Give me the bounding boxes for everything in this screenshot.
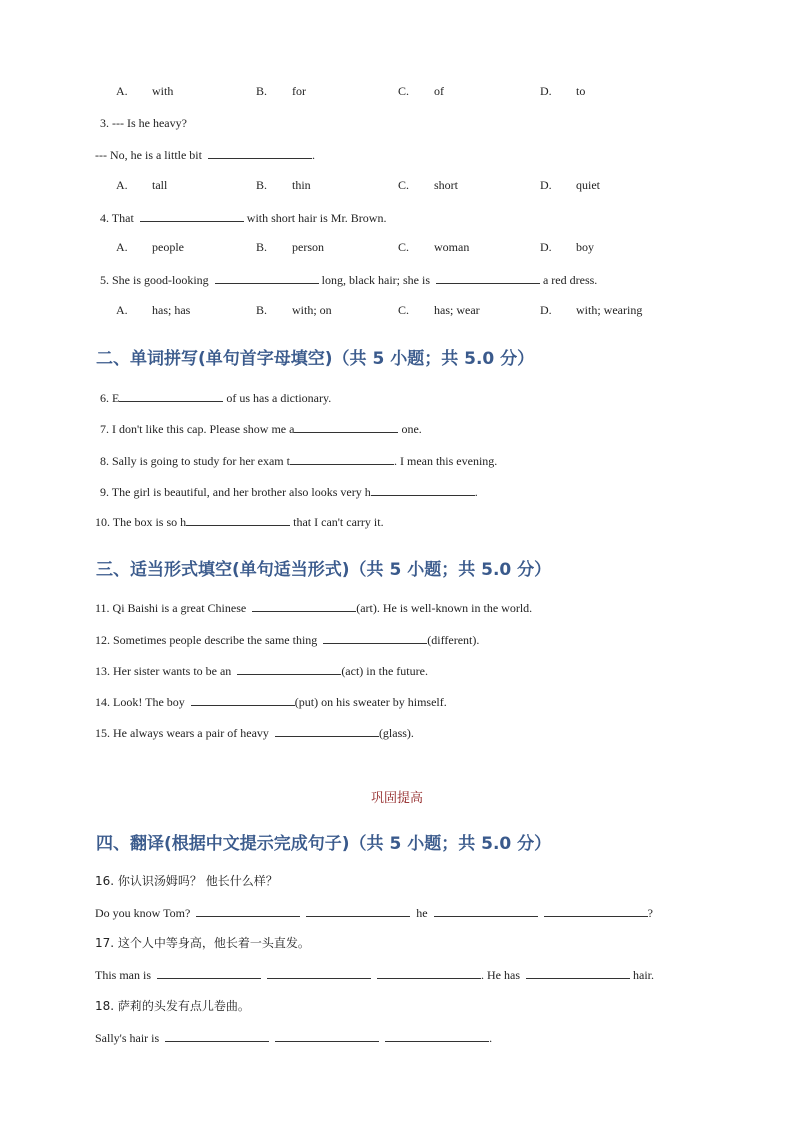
option-text: for	[292, 84, 306, 98]
q8	[100, 452, 497, 469]
option-c	[398, 84, 444, 99]
q10-pre: 10. The box is so h	[95, 515, 187, 529]
option-a	[116, 303, 190, 318]
q17-chinese: 17. 这个人中等身高，他长着一头直发。	[95, 936, 310, 950]
q6-pre: 6. E	[100, 391, 120, 405]
q10	[95, 513, 384, 530]
q18-blank-2[interactable]	[275, 1029, 379, 1042]
q6	[100, 389, 331, 406]
option-b	[256, 240, 324, 255]
q10-post: that I can't carry it.	[293, 515, 384, 529]
q12	[95, 631, 479, 648]
q14-pre: 14. Look! The boy	[95, 695, 185, 709]
q8-post: . I mean this evening.	[393, 454, 498, 468]
q17-blank-4[interactable]	[526, 966, 630, 979]
q9	[100, 483, 478, 500]
q13-blank[interactable]	[237, 662, 341, 675]
option-text: has; wear	[434, 303, 480, 317]
option-d	[540, 240, 594, 255]
q17-pre: This man is	[95, 968, 151, 982]
q17-blank-1[interactable]	[157, 966, 261, 979]
option-b	[256, 84, 306, 99]
q11-blank[interactable]	[252, 599, 356, 612]
option-letter: A.	[116, 240, 128, 254]
option-letter: C.	[398, 84, 410, 98]
option-c	[398, 240, 469, 255]
option-text: with; on	[292, 303, 332, 317]
option-d	[540, 303, 642, 318]
option-text: with	[152, 84, 174, 98]
section-4-heading	[96, 833, 551, 855]
section-title: 二、单词拼写(单句首字母填空)	[96, 349, 333, 369]
q7	[100, 420, 422, 437]
q16-blank-4[interactable]	[544, 904, 648, 917]
option-text: people	[152, 240, 184, 254]
q10-blank[interactable]	[186, 513, 290, 526]
q4-stem	[100, 209, 386, 226]
option-letter: D.	[540, 303, 552, 317]
q3-stem: 3. --- Is he heavy?	[100, 116, 187, 130]
q17-mid: . He has	[481, 968, 520, 982]
q3-answer-pre: --- No, he is a little bit	[95, 148, 202, 162]
q16-blank-3[interactable]	[434, 904, 538, 917]
option-b	[256, 178, 311, 193]
q17-post: hair.	[633, 968, 654, 982]
option-letter: D.	[540, 178, 552, 192]
option-letter: B.	[256, 240, 268, 254]
q18-chinese: 18. 萨莉的头发有点儿卷曲。	[95, 999, 250, 1013]
q5-blank-2[interactable]	[436, 271, 540, 284]
q9-blank[interactable]	[371, 483, 475, 496]
option-text: has; has	[152, 303, 191, 317]
q13-pre: 13. Her sister wants to be an	[95, 664, 232, 678]
section-meta: （共 5 小题；共 5.0 分）	[349, 560, 552, 580]
q13	[95, 662, 428, 679]
option-letter: A.	[116, 84, 128, 98]
q12-blank[interactable]	[323, 631, 427, 644]
option-letter: C.	[398, 178, 410, 192]
q18-blank-1[interactable]	[165, 1029, 269, 1042]
q12-post: (different).	[427, 633, 480, 647]
q8-pre: 8. Sally is going to study for her exam t	[100, 454, 290, 468]
q18-pre: Sally's hair is	[95, 1031, 160, 1045]
q3-answer-post: .	[311, 148, 315, 162]
q5-mid: long, black hair; she is	[321, 273, 430, 287]
q16-chinese: 16. 你认识汤姆吗？ 他长什么样？	[95, 874, 278, 888]
option-text: person	[292, 240, 324, 254]
q8-blank[interactable]	[290, 452, 394, 465]
option-c	[398, 178, 458, 193]
option-text: quiet	[576, 178, 600, 192]
section-title: 三、适当形式填空(单句适当形式)	[96, 560, 350, 580]
option-text: boy	[576, 240, 594, 254]
q11-pre: 11. Qi Baishi is a great Chinese	[95, 601, 247, 615]
option-letter: B.	[256, 178, 268, 192]
q7-pre: 7. I don't like this cap. Please show me a	[100, 422, 295, 436]
section-meta: （共 5 小题；共 5.0 分）	[349, 834, 552, 854]
q11-post: (art). He is well-known in the world.	[356, 601, 533, 615]
q9-post: .	[474, 485, 478, 499]
q5-pre: 5. She is good-looking	[100, 273, 209, 287]
option-c	[398, 303, 480, 318]
section-2-heading	[96, 348, 534, 370]
q7-blank[interactable]	[294, 420, 398, 433]
q16-mid: he	[416, 906, 428, 920]
option-b	[256, 303, 332, 318]
q15-pre: 15. He always wears a pair of heavy	[95, 726, 269, 740]
option-text: thin	[292, 178, 311, 192]
q4-blank[interactable]	[140, 209, 244, 222]
q15	[95, 724, 414, 741]
option-letter: B.	[256, 84, 268, 98]
q12-pre: 12. Sometimes people describe the same thing	[95, 633, 318, 647]
option-text: woman	[434, 240, 470, 254]
q14-blank[interactable]	[191, 693, 295, 706]
option-d	[540, 84, 585, 99]
q13-post: (act) in the future.	[341, 664, 428, 678]
option-text: of	[434, 84, 444, 98]
option-letter: A.	[116, 178, 128, 192]
q14-post: (put) on his sweater by himself.	[294, 695, 447, 709]
q7-post: one.	[401, 422, 422, 436]
option-letter: B.	[256, 303, 268, 317]
q11	[95, 599, 532, 616]
q16-blank-1[interactable]	[196, 904, 300, 917]
q14	[95, 693, 447, 710]
q16-pre: Do you know Tom?	[95, 906, 191, 920]
q15-post: (glass).	[378, 726, 414, 740]
consolidate-label: 巩固提高	[370, 791, 423, 806]
q18-answer-line	[95, 1029, 492, 1046]
q17-answer-line	[95, 966, 654, 983]
q18-blank-3[interactable]	[385, 1029, 489, 1042]
q17-blank-3[interactable]	[377, 966, 481, 979]
q6-blank[interactable]	[119, 389, 223, 402]
section-meta: （共 5 小题；共 5.0 分）	[332, 349, 535, 369]
q5-post: a red dress.	[542, 273, 598, 287]
option-a	[116, 84, 173, 99]
q18-post: .	[489, 1031, 493, 1045]
option-d	[540, 178, 600, 193]
option-letter: D.	[540, 240, 552, 254]
q16-answer-line	[95, 904, 653, 921]
q17-blank-2[interactable]	[267, 966, 371, 979]
option-letter: C.	[398, 240, 410, 254]
q4-pre: 4. That	[100, 211, 134, 225]
q5-blank-1[interactable]	[215, 271, 319, 284]
option-a	[116, 178, 167, 193]
option-text: to	[576, 84, 586, 98]
q9-pre: 9. The girl is beautiful, and her brother also looks very h	[100, 485, 371, 499]
option-letter: C.	[398, 303, 410, 317]
option-letter: D.	[540, 84, 552, 98]
q3-blank[interactable]	[208, 146, 312, 159]
option-text: short	[434, 178, 458, 192]
section-title: 四、翻译(根据中文提示完成句子)	[96, 834, 350, 854]
option-text: tall	[152, 178, 168, 192]
option-letter: A.	[116, 303, 128, 317]
option-a	[116, 240, 184, 255]
q5-stem	[100, 271, 597, 288]
section-3-heading	[96, 559, 551, 581]
q16-post: ?	[647, 906, 653, 920]
q16-blank-2[interactable]	[306, 904, 410, 917]
q4-post: with short hair is Mr. Brown.	[246, 211, 387, 225]
q15-blank[interactable]	[275, 724, 379, 737]
option-text: with; wearing	[576, 303, 643, 317]
q6-post: of us has a dictionary.	[226, 391, 332, 405]
q3-answer-line	[95, 146, 315, 163]
